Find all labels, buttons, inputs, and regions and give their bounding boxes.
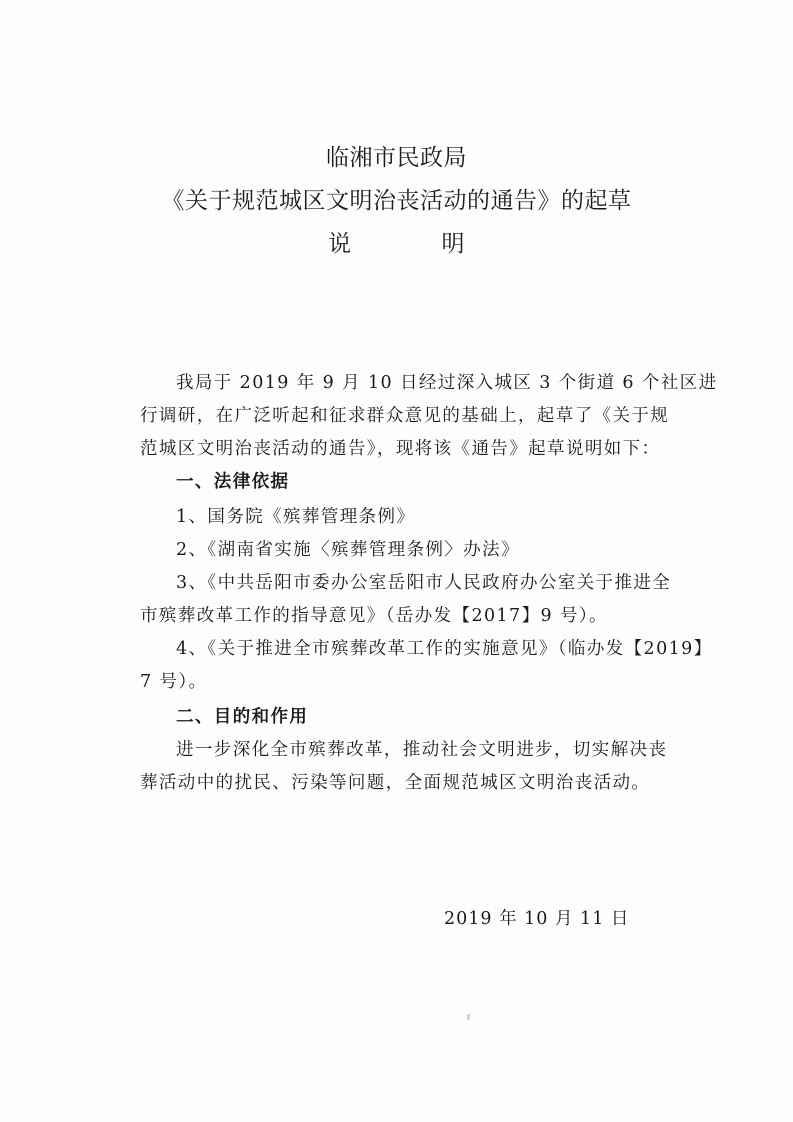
purpose-line-1: 进一步深化全市殡葬改革，推动社会文明进步，切实解决丧 bbox=[176, 740, 668, 760]
document-title-type bbox=[0, 229, 793, 259]
section-heading-purpose: 二、目的和作用 bbox=[176, 707, 309, 727]
title-char-ming: 明 bbox=[441, 231, 465, 257]
section-heading-legal-basis: 一、法律依据 bbox=[176, 472, 290, 492]
document-date: 2019 年 10 月 11 日 bbox=[444, 909, 630, 929]
scan-speck bbox=[467, 1014, 470, 1020]
basis-item-3-line-1: 3、《中共岳阳市委办公室岳阳市人民政府办公室关于推进全 bbox=[176, 573, 672, 593]
title-char-shuo: 说 bbox=[328, 231, 352, 257]
basis-item-4-line-1: 4、《关于推进全市殡葬改革工作的实施意见》（临办发【2019】 bbox=[176, 639, 713, 659]
purpose-line-2: 葬活动中的扰民、污染等问题，全面规范城区文明治丧活动。 bbox=[140, 773, 651, 793]
basis-item-4-line-2: 7 号）。 bbox=[140, 672, 208, 692]
intro-paragraph-line-2: 行调研，在广泛听起和征求群众意见的基础上，起草了《关于规 bbox=[140, 406, 670, 426]
basis-item-3-line-2: 市殡葬改革工作的指导意见》（岳办发【2017】9 号）。 bbox=[140, 606, 608, 626]
intro-paragraph-line-1: 我局于 2019 年 9 月 10 日经过深入城区 3 个街道 6 个社区进 bbox=[176, 373, 718, 393]
basis-item-2: 2、《湖南省实施〈殡葬管理条例〉办法》 bbox=[176, 540, 520, 560]
document-title-issuer: 临湘市民政局 bbox=[326, 145, 467, 171]
basis-item-1: 1、国务院《殡葬管理条例》 bbox=[176, 507, 416, 527]
intro-paragraph-line-3: 范城区文明治丧活动的通告》，现将该《通告》起草说明如下： bbox=[140, 439, 661, 459]
document-title-subject: 《关于规范城区文明治丧活动的通告》的起草 bbox=[161, 188, 632, 214]
